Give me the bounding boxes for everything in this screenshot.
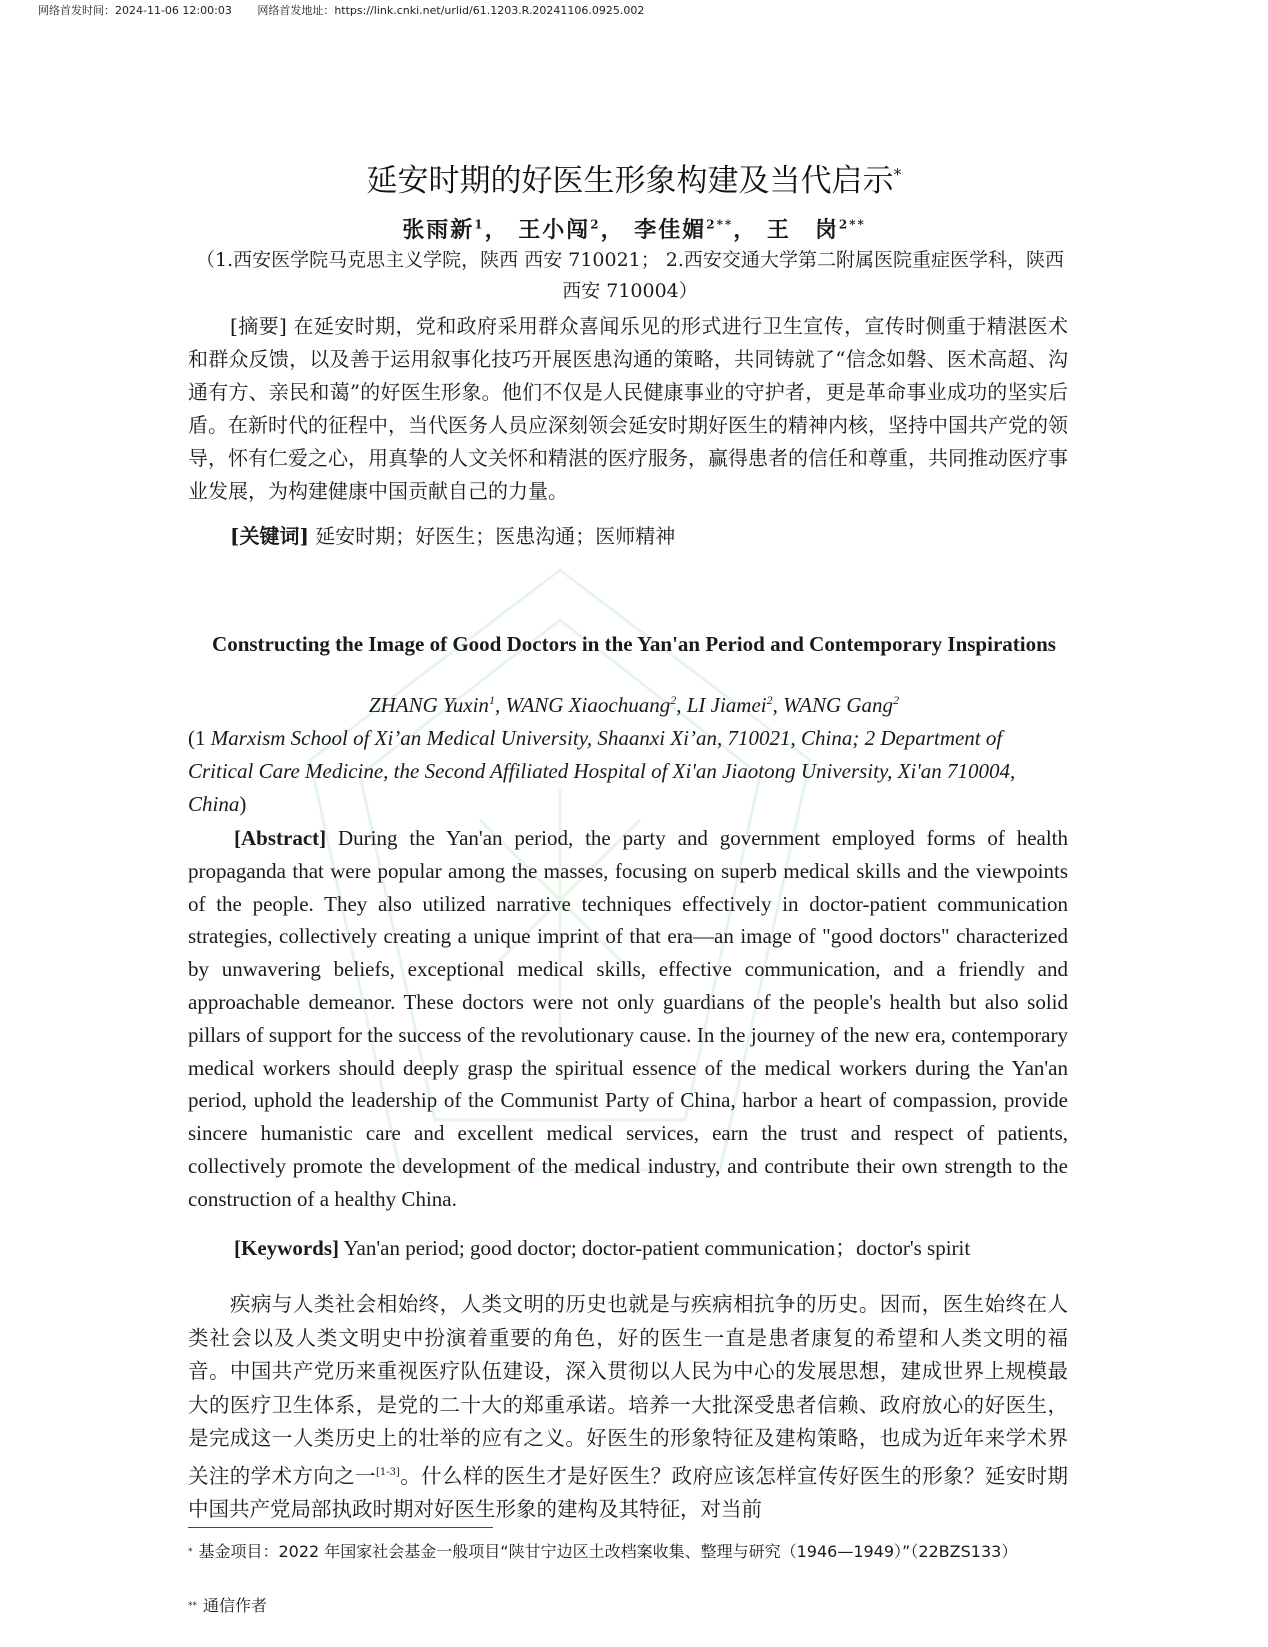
english-keywords (234, 1232, 1074, 1265)
keywords-text: Yan'an period; good doctor; doctor-patient communication；doctor's spirit (343, 1236, 971, 1260)
publish-time: 网络首发时间：2024-11-06 12:00:03 (38, 4, 232, 17)
author-name: ZHANG Yuxin (368, 693, 489, 717)
affil-text: Marxism School of Xi’an Medical University, Shaanxi Xi’an, 710021, China; 2 Department of Critical Care Medicine, the Second Affiliated Hospital of Xi'an Jiaotong University, Xi'an 710004, China (188, 726, 1016, 816)
english-title: Constructing the Image of Good Doctors in the Yan'an Period and Contemporary Inspirations (212, 632, 1056, 656)
chinese-title-text: 延安时期的好医生形象构建及当代启示 (366, 163, 894, 199)
author-sup: 2 (766, 693, 773, 707)
keywords-text: 延安时期；好医生；医患沟通；医师精神 (315, 524, 676, 548)
author-sup: 1 (474, 217, 485, 232)
author-sup: 2 (670, 693, 677, 707)
body-text-part1: 疾病与人类社会相始终，人类文明的历史也就是与疾病相抗争的历史。因而，医生始终在人类社会以及人类文明史中扮演着重要的角色，好的医生一直是患者康复的希望和人类文明的福音。中国共产党历来重视医疗队伍建设，深入贯彻以人民为中心的发展思想，建成世界上规模最大的医疗卫生体系，是党的二十大的郑重承诺。培养一大批深受患者信赖、政府放心的好医生，是完成这一人类历史上的壮举的应有之义。好医生的形象特征及建构策略，也成为近年来学术界关注的学术方向之一 (188, 1292, 1068, 1488)
abstract-text: 在延安时期，党和政府采用群众喜闻乐见的形式进行卫生宣传，宣传时侧重于精湛医术和群众反馈，以及善于运用叙事化技巧开展医患沟通的策略，共同铸就了“信念如磐、医术高超、沟通有方、亲民和蔼”的好医生形象。他们不仅是人民健康事业的守护者，更是革命事业成功的坚实后盾。在新时代的征程中，当代医务人员应深刻领会延安时期好医生的精神内核，坚持中国共产党的领导，怀有仁爱之心，用真挚的人文关怀和精湛的医疗服务，赢得患者的信任和尊重，共同推动医疗事业发展，为构建健康中国贡献自己的力量。 (188, 314, 1068, 503)
footnote-text: 基金项目：2022 年国家社会基金一般项目“陕甘宁边区土改档案收集、整理与研究（1946—1949）”（22BZS133） (198, 1542, 1018, 1561)
author-sup: 2 (893, 693, 900, 707)
footnote-funding (188, 1540, 1068, 1564)
author-name: 张雨新 (402, 217, 475, 243)
author-sup: 2 (590, 217, 601, 232)
title-footnote-mark: * (893, 164, 902, 184)
chinese-authors: 张雨新$^1$， 王小闯$^2$， 李佳媚$^{2**}$， 王 岗$^{2**}$ (402, 217, 866, 243)
citation-ref: [1-3] (375, 1466, 400, 1478)
chinese-keywords (230, 520, 1110, 553)
english-authors: ZHANG Yuxin$^1$, WANG Xiaochuang$^2$, LI Jiamei$^2$, WANG Gang$^2$ (368, 693, 900, 717)
english-abstract (188, 822, 1068, 1216)
footnote-corresponding (188, 1594, 1068, 1618)
footnote-mark: * (188, 1547, 193, 1557)
footnote-divider (188, 1527, 493, 1528)
publish-url: 网络首发地址：https://link.cnki.net/urlid/61.1203.R.20241106.0925.002 (257, 4, 645, 17)
abstract-text: During the Yan'an period, the party and government employed forms of health propaganda that were popular among the masses, focusing on superb medical skills and the viewpoints of the people. They also utilized narrative techniques effectively in doctor-patient communication strategies, collectively creating a unique imprint of that era—an image of "good doctors" characterized by unwavering beliefs, exceptional medical skills, effective communication, and a friendly and approachable demeanor. These doctors were not only guardians of the people's health but also solid pillars of support for the success of the revolutionary cause. In the journey of the new era, contemporary medical workers should deeply grasp the spiritual essence of the medical workers during the Yan'an period, uphold the leadership of the Communist Party of China, harbor a heart of compassion, provide sincere humanistic care and excellent medical services, earn the trust and respect of patients, collectively promote the development of the medical industry, and contribute their own strength to the construction of a healthy China. (188, 826, 1069, 1211)
body-text-part2: 。什么样的医生才是好医生？政府应该怎样宣传好医生的形象？延安时期中国共产党局部执政时期对好医生形象的建构及其特征，对当前 (188, 1463, 1069, 1521)
author-name: WANG Xiaochuang (505, 693, 671, 717)
chinese-abstract (188, 310, 1068, 508)
chinese-title (0, 155, 1268, 200)
body-paragraph (188, 1288, 1068, 1526)
english-affiliation (188, 722, 1068, 821)
author-name: 李佳媚 (634, 217, 707, 243)
footnote-text: 通信作者 (203, 1596, 268, 1615)
affil-open: (1 (188, 726, 206, 750)
author-sup: 1 (488, 693, 495, 707)
author-sup: 2** (706, 217, 734, 232)
abstract-label: [摘要] (230, 314, 287, 338)
keywords-label: [关键词] (230, 524, 309, 548)
author-name: LI Jiamei (686, 693, 767, 717)
author-name: WANG Gang (783, 693, 894, 717)
publication-header (38, 2, 666, 18)
chinese-affiliation: （1.西安医学院马克思主义学院，陕西 西安 710021； 2.西安交通大学第二附属医院重症医学科，陕西 西安 710004） (196, 249, 1064, 302)
author-name: 王小闯 (518, 217, 591, 243)
affil-close: ) (239, 792, 247, 816)
abstract-label: [Abstract] (234, 826, 327, 850)
footnote-mark: ** (188, 1601, 197, 1611)
author-sup: 2** (838, 217, 866, 232)
author-name: 王 岗 (766, 217, 839, 243)
keywords-label: [Keywords] (234, 1236, 339, 1260)
